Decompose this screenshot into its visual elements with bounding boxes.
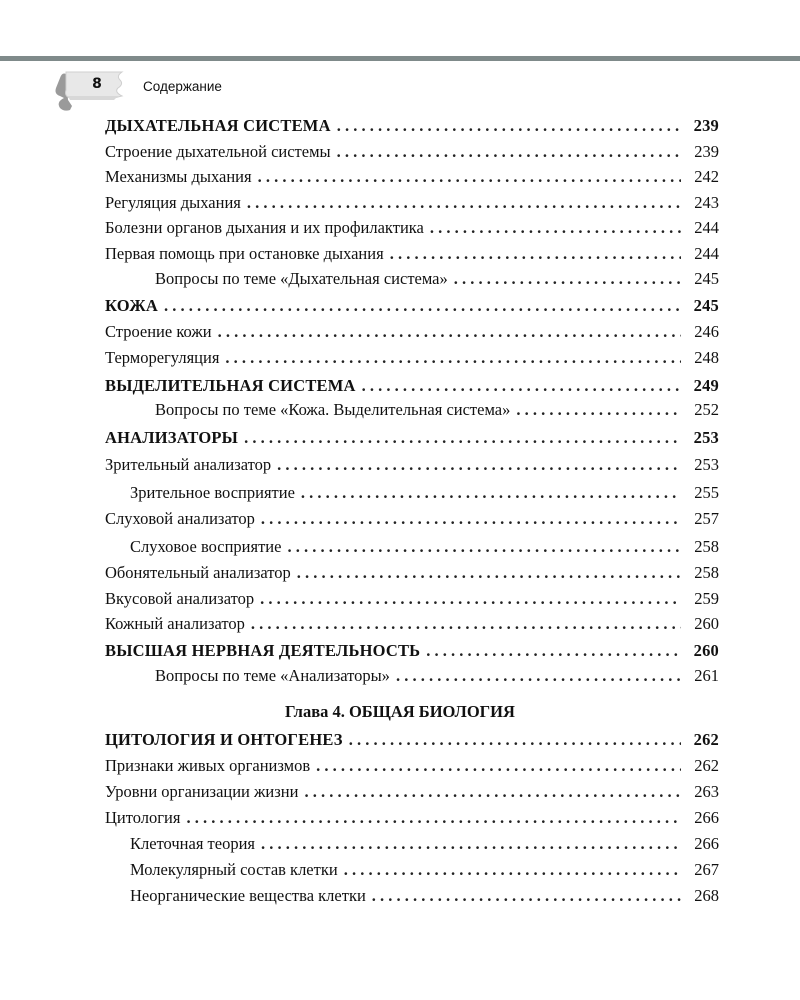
toc-entry[interactable]: Болезни органов дыхания и их профилактика . . . 244 [105,216,719,240]
toc-entry[interactable]: Кожный анализатор . . . 260 [105,612,719,636]
toc-entry[interactable]: Зрительное восприятие . . . 255 [130,481,719,505]
toc-entry[interactable]: ЦИТОЛОГИЯ И ОНТОГЕНЕЗ . . . 262 [105,728,719,752]
header-rule [0,56,800,61]
toc-entry[interactable]: Цитология . . . 266 [105,806,719,830]
toc-entry[interactable]: Первая помощь при остановке дыхания . . . 244 [105,242,719,266]
toc-entry[interactable]: Вопросы по теме «Дыхательная система» . . . 245 [155,267,719,291]
toc-entry[interactable]: Строение кожи . . . 246 [105,320,719,344]
toc-entry[interactable]: Механизмы дыхания . . . 242 [105,165,719,189]
toc-entry[interactable]: Регуляция дыхания . . . 243 [105,191,719,215]
toc-entry[interactable]: Молекулярный состав клетки . . . 267 [130,858,719,882]
toc-entry[interactable]: ДЫХАТЕЛЬНАЯ СИСТЕМА . . . 239 [105,114,719,138]
page-number: 8 [92,76,102,92]
toc-entry[interactable]: Зрительный анализатор . . . 253 [105,453,719,477]
toc-entry[interactable]: Строение дыхательной системы . . . 239 [105,140,719,164]
toc-entry[interactable]: Вкусовой анализатор . . . 259 [105,587,719,611]
toc-entry[interactable]: Признаки живых организмов . . . 262 [105,754,719,778]
running-title: Содержание [143,79,222,94]
toc-entry[interactable]: КОЖА . . . 245 [105,294,719,318]
toc-entry[interactable]: Терморегуляция . . . 248 [105,346,719,370]
toc-entry[interactable]: Обонятельный анализатор . . . 258 [105,561,719,585]
chapter-heading: Глава 4. ОБЩАЯ БИОЛОГИЯ [285,702,515,721]
toc-entry[interactable]: Вопросы по теме «Анализаторы» . . . 261 [155,664,719,688]
toc-entry[interactable]: Слуховой анализатор . . . 257 [105,507,719,531]
toc-entry[interactable]: Слуховое восприятие . . . 258 [130,535,719,559]
toc-entry[interactable]: Неорганические вещества клетки . . . 268 [130,884,719,908]
toc-entry[interactable]: Клеточная теория . . . 266 [130,832,719,856]
toc-entry[interactable]: АНАЛИЗАТОРЫ . . . 253 [105,426,719,450]
toc-entry[interactable]: Вопросы по теме «Кожа. Выделительная система» . . . 252 [155,398,719,422]
toc-entry[interactable]: Уровни организации жизни . . . 263 [105,780,719,804]
toc-entry[interactable]: ВЫСШАЯ НЕРВНАЯ ДЕЯТЕЛЬНОСТЬ . . . 260 [105,639,719,663]
toc-entry[interactable]: ВЫДЕЛИТЕЛЬНАЯ СИСТЕМА . . . 249 [105,374,719,398]
